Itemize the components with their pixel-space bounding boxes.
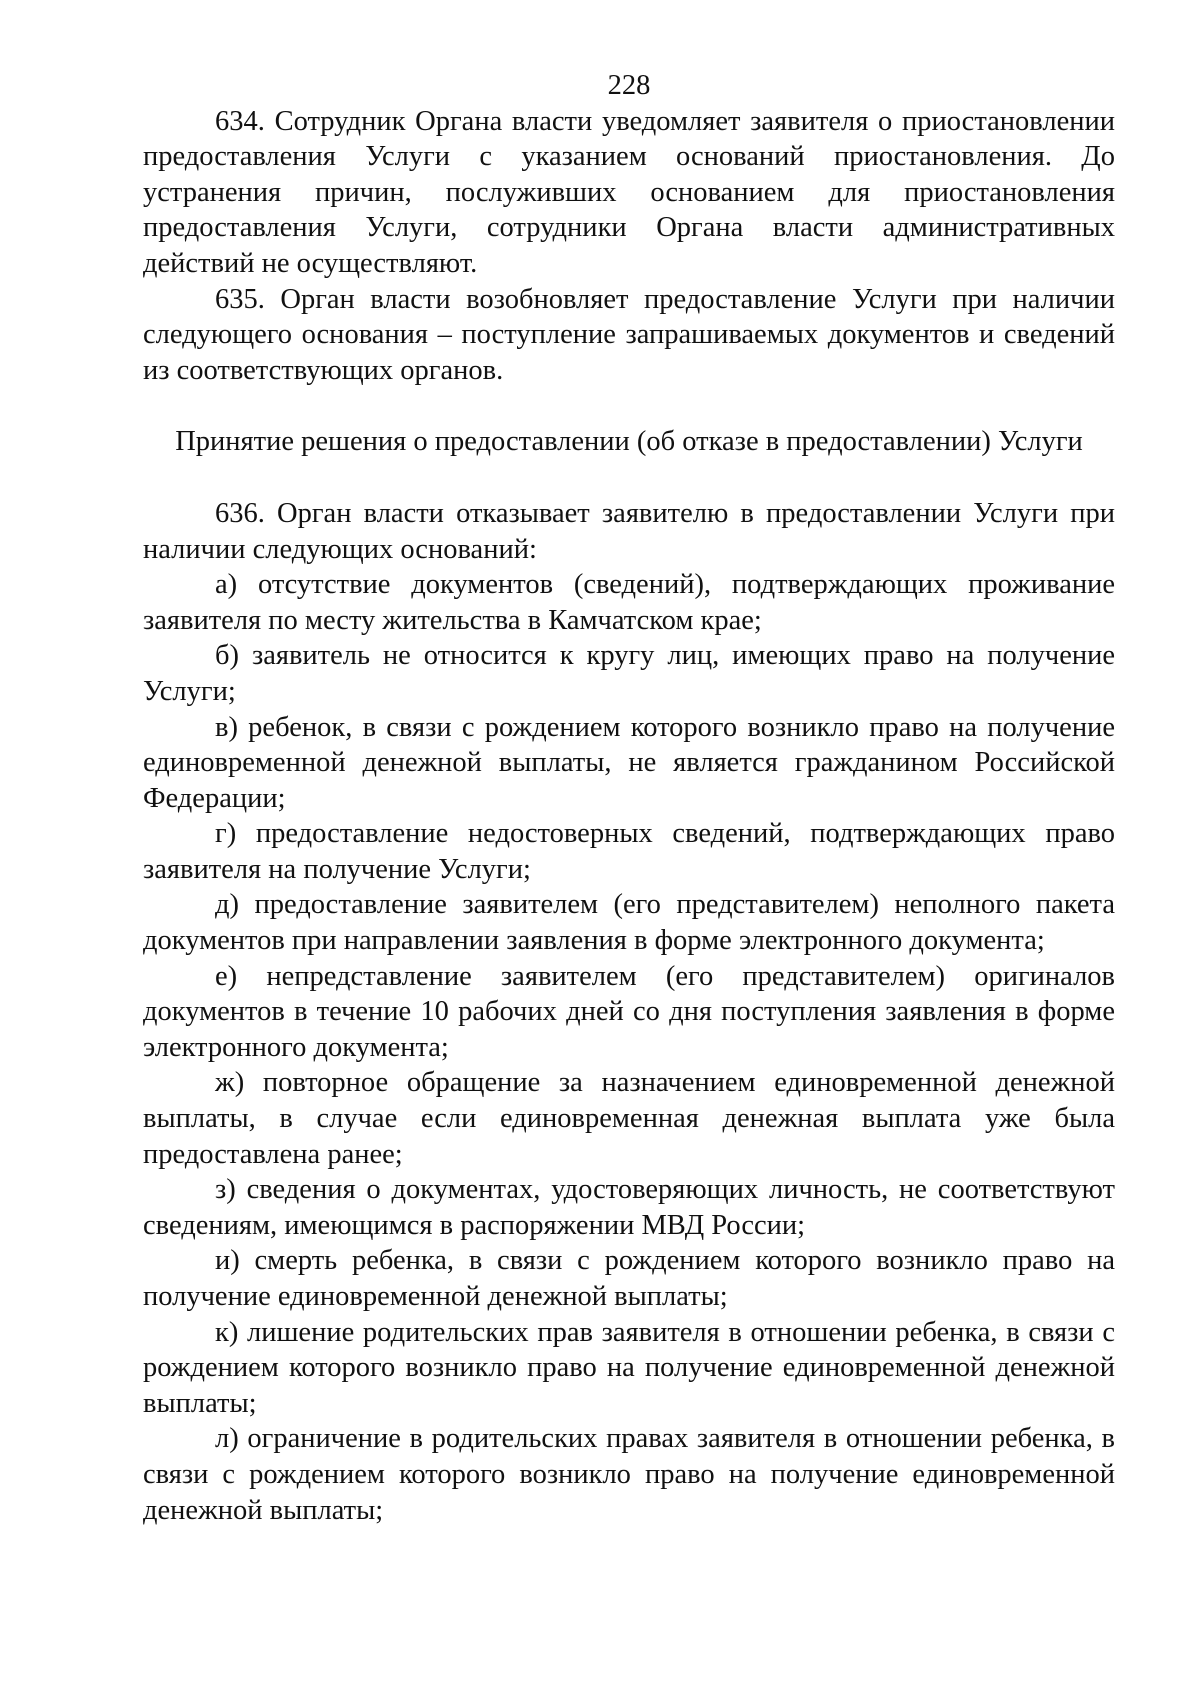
list-item-i: и) смерть ребенка, в связи с рождением которого возникло право на получение единовременной денежной выплаты; <box>143 1245 1115 1312</box>
list-item-k: к) лишение родительских прав заявителя в отношении ребенка, в связи с рождением которого возникло право на получение единовременной денежной выплаты; <box>143 1316 1115 1419</box>
list-item-v: в) ребенок, в связи с рождением которого возникло право на получение единовременной денежной выплаты, не является гражданином Российской Федерации; <box>143 711 1115 814</box>
list-item-l: л) ограничение в родительских правах заявителя в отношении ребенка, в связи с рождением которого возникло право на получение единовременной денежной выплаты; <box>143 1423 1115 1526</box>
document-page <box>143 68 1115 1528</box>
list-item-z: з) сведения о документах, удостоверяющих личность, не соответствуют сведениям, имеющимся в распоряжении МВД России; <box>143 1174 1115 1241</box>
page-number: 228 <box>607 70 651 101</box>
list-item-b: б) заявитель не относится к кругу лиц, имеющих право на получение Услуги; <box>143 640 1115 707</box>
list-item-a: а) отсутствие документов (сведений), подтверждающих проживание заявителя по месту жительства в Камчатском крае; <box>143 569 1115 636</box>
list-item-g: г) предоставление недостоверных сведений, подтверждающих право заявителя на получение Услуги; <box>143 818 1115 885</box>
list-item-d: д) предоставление заявителем (его представителем) неполного пакета документов при направлении заявления в форме электронного документа; <box>143 889 1115 957</box>
paragraph-634: 634. Сотрудник Органа власти уведомляет заявителя о приостановлении предоставления Услуги с указанием оснований приостановления. До устранения причин, послуживших основанием для приостановления предоставления Услуги, сотрудники Органа власти административных действий не осуществляют. <box>143 105 1115 279</box>
list-item-e: е) непредставление заявителем (его представителем) оригиналов документов в течение 10 рабочих дней со дня поступления заявления в форме электронного документа; <box>143 960 1115 1063</box>
paragraph-635: 635. Орган власти возобновляет предоставление Услуги при наличии следующего основания – поступление запрашиваемых документов и сведений из соответствующих органов. <box>143 283 1115 386</box>
section-heading: Принятие решения о предоставлении (об отказе в предоставлении) Услуги <box>175 426 1083 458</box>
list-item-zh: ж) повторное обращение за назначением единовременной денежной выплаты, в случае если единовременная денежная выплата уже была предоставлена ранее; <box>143 1067 1115 1170</box>
paragraph-636: 636. Орган власти отказывает заявителю в предоставлении Услуги при наличии следующих оснований: <box>143 497 1115 565</box>
